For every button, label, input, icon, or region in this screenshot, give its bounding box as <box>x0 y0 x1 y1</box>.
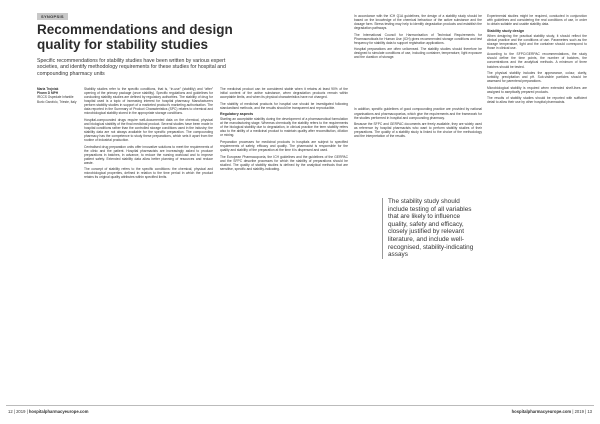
paragraph: In addition, specific guidelines of good compounding practice are provided by national organisations and pharmacopoeias, which give the requirements and the framework for the studies performed in hospital and compounding pharmacy. <box>354 107 482 120</box>
author-block <box>37 87 79 104</box>
paragraph: Because the SFPC and GERPAC documents are freely available, they are widely used as reference by hospital pharmacists who want to perform stability studies of their preparations. The quality of a stability study is linked to the choice of the methodology and the interpretation of the results. <box>354 122 482 139</box>
body-column-1 <box>84 87 213 396</box>
paragraph: When designing the practical stability study, it should reflect the clinical practice and the conditions of use. Parameters such as the storage temperature, light and the container should correspond to those in clinical use. <box>487 33 587 50</box>
paragraph: Preparation processes for medicinal products in hospitals are subject to specified requirements of safety, efficacy and quality. The pharmacist is responsible for the quality and stability of the preparation at the time it is dispensed and used. <box>220 140 348 153</box>
paragraph: The stability of medicinal products for hospital use should be investigated following standardised methods, and the results should be transparent and reproducible. <box>220 101 348 110</box>
footer-divider <box>6 405 594 406</box>
paragraph: The concept of stability refers to the specific conditions: the chemical, physical and microbiological properties, defined in relation to the time period in which the product retains its original quality attributes within specified limits. <box>84 167 213 180</box>
brand-url[interactable]: hospitalpharmacyeurope.com <box>28 409 89 414</box>
page-number: 13 <box>587 409 592 414</box>
paragraph: The results of stability studies should be reported with sufficient detail to allow their use by other hospital pharmacists. <box>487 96 587 105</box>
body-column-2 <box>220 87 348 396</box>
author-name: Maria Trojniak <box>37 87 59 91</box>
footer-left: 12 | 2019 | hospitalpharmacyeurope.com <box>8 409 89 414</box>
issue-year: 2019 <box>574 409 584 414</box>
paragraph: The European Pharmacopoeia, the ICH guidelines and the guidelines of the GERPAC and the SFPC describe processes for which the stability of preparations should be studied. The quality of stability studies is defined by the analytical methods that are sensitive, specific and stability-indicating. <box>220 154 348 171</box>
paragraph: Starting an acceptable stability during the development of a pharmaceutical formulation at the manufacturing stage. Whereas chemically the stability refers to the requirements of the biological stability due to degradation, in clinical practice the term stability refers also to the ability of a medicinal product to maintain quality after reconstitution, dilution or mixing. <box>220 117 348 138</box>
paragraph: In accordance with the ICH Q1A guidelines, the design of a stability study should be based on the knowledge of the chemical behaviour of the active substance and the dosage form. Stress testing may help to identify degradation products and establish the degradation pathways. <box>354 14 482 31</box>
section-tag: SYNOPSIS <box>37 13 68 20</box>
author-credentials: Pharm D MPH <box>37 91 59 96</box>
body-column-4 <box>487 14 587 396</box>
issue-year: 2019 <box>16 409 26 414</box>
paragraph: Stability studies refer to the specific conditions, that is, “in-use” (stability) and “after” opening of the primary package (once stability). Specific regulations and guidelines for conducting stability studies are defined by regulatory authorities. The stability of drug for hospital used is a topic of increasing interest for hospital pharmacy. Manufacturers perform stability studies in support of a marketed product’s marketing authorisation. The data reported in the Summary of Product Characteristics (SPC) relates to chemical and microbiological stability stored in the appropriate storage conditions. <box>84 87 213 116</box>
paragraph: Centralised drug preparation units offer innovative solutions to meet the requirements of the clinic and the patient. Hospital pharmacists are increasingly asked to produce preparations in batches, in advance, to reduce the nursing workload and to improve patient safety. Extended stability data allow better planning of resources and reduce waste. <box>84 144 213 165</box>
paragraph: Hospital-compounded drugs require well-documented data on the chemical, physical and biological stability of the final medicinal product. Several studies have been made in hospital conditions rather than the controlled storage conditions used in the industry; the stability data are not always available for the specific preparation. The compounding pharmacy has the competence to study these preparations, which sets it apart from the routine of industrial production. <box>84 117 213 143</box>
brand-url[interactable]: hospitalpharmacyeurope.com <box>511 409 572 414</box>
subheading: Stability study design <box>487 28 525 33</box>
article-title: Recommendations and design quality for stability studies <box>37 22 233 52</box>
author-affiliation: IRCCS Ospedale Infantile Burlo Garofolo, Trieste, Italy <box>37 95 77 104</box>
article-standfirst: Specific recommendations for stability studies have been written by various expert societies, and identify methodology requirements for these studies for hospital and compounding pharmacy units <box>37 58 226 77</box>
paragraph: Microbiological stability is required when extended shelf-lives are assigned to aseptically prepared products. <box>487 85 587 94</box>
paragraph: According to the SFPC/GERPAC recommendations, the study should define the time points, the number of batches, the concentrations and the analytical methods. A minimum of three batches should be tested. <box>487 52 587 69</box>
footer-right: hospitalpharmacyeurope.com | 2019 | 13 <box>511 409 592 414</box>
paragraph: The medicinal product can be considered stable when it retains at least 90% of the initial content of the active substance, when degradation products remain within acceptable limits, and when its physical characteristics have not changed. <box>220 87 348 100</box>
paragraph: The physical stability includes the appearance, colour, clarity, turbidity, precipitation and pH. Sub-visible particles should be assessed for parenteral preparations. <box>487 71 587 84</box>
paragraph: Experimental studies might be required, conducted in conjunction with guidelines and considering the real conditions of use, in order to obtain suitable and usable stability data. <box>487 14 587 27</box>
subheading: Regulatory aspects <box>220 112 254 117</box>
page-number: 12 <box>8 409 13 414</box>
paragraph: The International Council for Harmonisation of Technical Requirements for Pharmaceuticals for Human Use (ICH) gives recommended storage conditions and test frequency for stability data to support registration applications. <box>354 32 482 45</box>
paragraph: Hospital preparations are often unlicensed. The stability studies should therefore be designed to simulate conditions of use, including container, temperature, light exposure and the duration of storage. <box>354 47 482 60</box>
pull-quote: The stability study should include testing of all variables that are likely to influence quality, safety and efficacy, closely justified by relevant literature, and include well-recognised, stability-indicating assays <box>382 198 480 259</box>
